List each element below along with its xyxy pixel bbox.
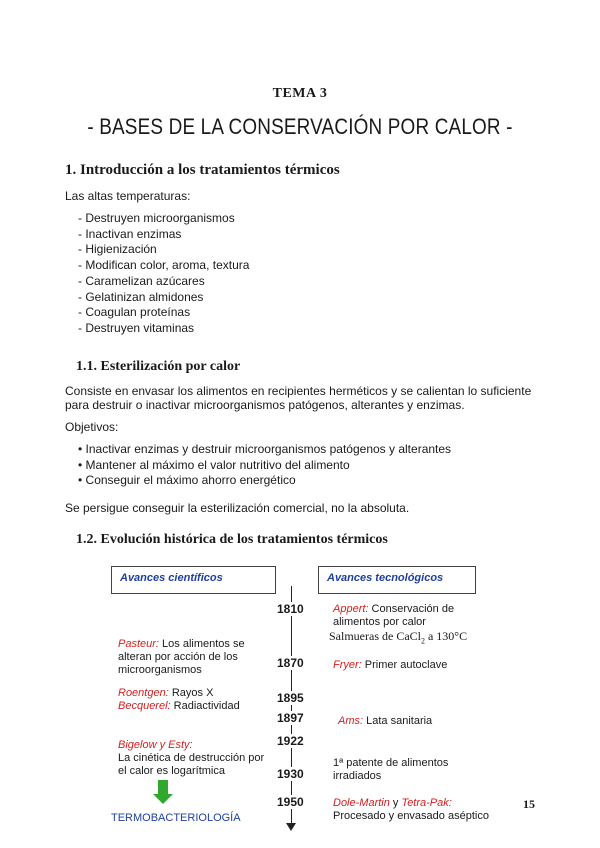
section-1-2-heading: 1.2. Evolución histórica de los tratamientos térmicos (76, 532, 388, 547)
pasteur-entry (118, 638, 245, 651)
ams-entry (338, 715, 432, 728)
section-1-intro: Las altas temperaturas: (65, 189, 191, 203)
entry-text: 1ª patente de alimentos (333, 757, 449, 769)
entry-text: irradiados (333, 770, 382, 782)
down-arrow-icon (158, 780, 168, 794)
list-item: - Destruyen vitaminas (78, 321, 249, 337)
subscript: 2 (420, 636, 425, 646)
scientist-name: Becquerel: (118, 700, 171, 712)
entry-text: Los alimentos se (162, 638, 245, 650)
paragraph-line: Consiste en envasar los alimentos en recipientes herméticos y se calientan lo suficiente (65, 384, 532, 398)
entry-text: La cinética de destrucción por (118, 752, 265, 764)
page-number: 15 (523, 797, 535, 811)
entry-text: Conservación de (371, 603, 455, 615)
entry-text: el calor es logarítmica (118, 765, 225, 777)
section-1-1-heading: 1.1. Esterilización por calor (76, 359, 241, 374)
entry-text: a 130°C (424, 629, 468, 643)
list-item: - Inactivan enzimas (78, 227, 249, 243)
closing-text: Se persigue conseguir la esterilización comercial, no la absoluta. (65, 501, 410, 515)
effects-list (78, 211, 249, 337)
paragraph-line: para destruir o inactivar microorganismos patógenos, alterantes y enzimas. (65, 398, 465, 412)
salmueras-entry (329, 629, 467, 645)
inventor-name: Dole-Martin (333, 797, 390, 809)
page-title: - BASES DE LA CONSERVACIÓN POR CALOR - (87, 114, 513, 139)
list-item: - Caramelizan azúcares (78, 274, 249, 290)
scientist-name: Bigelow y Esty: (118, 739, 193, 751)
scientific-advances-header: Avances científicos (111, 566, 276, 594)
entry-text: alteran por acción de los (118, 651, 238, 663)
year-label: 1950 (277, 795, 304, 809)
entry-text: Rayos X (171, 687, 214, 699)
year-label: 1895 (277, 691, 304, 705)
appert-entry (333, 603, 454, 616)
list-item: - Destruyen microorganismos (78, 211, 249, 227)
scientist-name: Roentgen: (118, 687, 169, 699)
objetivos-label: Objetivos: (65, 420, 119, 434)
year-label: 1922 (277, 734, 304, 748)
dole-tetrapak-entry (333, 797, 452, 810)
timeline-axis (291, 586, 292, 826)
objetivos-list (78, 442, 451, 489)
year-label: 1810 (277, 602, 304, 616)
list-item: • Inactivar enzimas y destruir microorganismos patógenos y alterantes (78, 442, 451, 458)
list-item: • Mantener al máximo el valor nutritivo del alimento (78, 458, 451, 474)
section-1-heading: 1. Introducción a los tratamientos térmicos (65, 162, 340, 178)
entry-text: microorganismos (118, 664, 202, 676)
list-item: - Coagulan proteínas (78, 305, 249, 321)
roentgen-entry (118, 687, 213, 700)
year-label: 1897 (277, 711, 304, 725)
list-item: - Gelatinizan almidones (78, 290, 249, 306)
becquerel-entry (118, 700, 240, 713)
inventor-name: Ams: (338, 715, 364, 727)
entry-text: y (389, 797, 402, 809)
timeline-arrowhead (286, 823, 296, 831)
inventor-name: Appert: (333, 603, 369, 615)
tema-label: TEMA 3 (272, 86, 328, 101)
entry-text: Procesado y envasado aséptico (333, 810, 489, 822)
entry-text: Salmueras de CaCl (329, 629, 421, 643)
inventor-name: Fryer: (333, 659, 362, 671)
entry-text: Lata sanitaria (366, 715, 433, 727)
year-label: 1870 (277, 656, 304, 670)
technological-advances-header: Avances tecnológicos (318, 566, 476, 594)
entry-text: alimentos por calor (333, 616, 426, 628)
entry-text: Radiactividad (173, 700, 240, 712)
fryer-entry (333, 659, 447, 672)
entry-text: Primer autoclave (364, 659, 448, 671)
list-item: - Modifican color, aroma, textura (78, 258, 249, 274)
down-arrowhead-icon (153, 794, 173, 804)
scientist-name: Pasteur: (118, 638, 159, 650)
list-item: - Higienización (78, 242, 249, 258)
list-item: • Conseguir el máximo ahorro energético (78, 473, 451, 489)
year-label: 1930 (277, 767, 304, 781)
inventor-name: Tetra-Pak: (401, 797, 452, 809)
termobacteriologia-label: TERMOBACTERIOLOGÍA (111, 812, 241, 824)
